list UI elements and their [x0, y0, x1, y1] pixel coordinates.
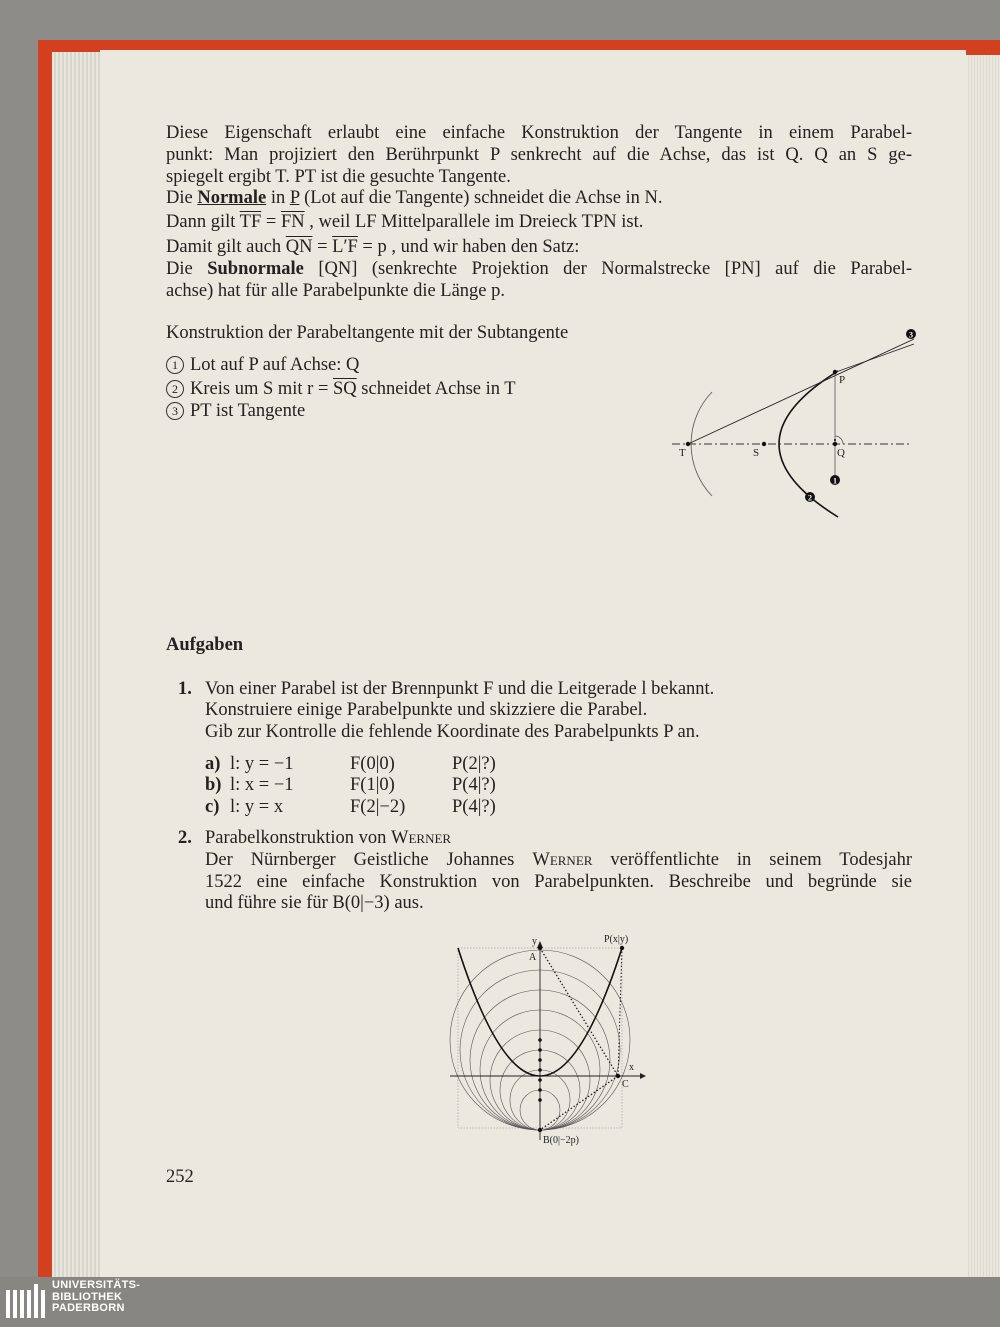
task-1-line-2: Konstruiere einige Parabelpunkte und skizziere die Parabel.	[205, 700, 648, 720]
task-1b-point: P(4|?)	[452, 775, 496, 795]
construction-step-2: 2 Kreis um S mit $r = \overline{SQ}$ schneidet Achse in T	[166, 378, 516, 400]
label-x: x	[629, 1062, 634, 1073]
point-B	[538, 1128, 542, 1132]
task-1-line-3: Gib zur Kontrolle die fehlende Koordinate des Parabelpunkts P an.	[205, 722, 700, 742]
tangent-construction-figure	[660, 320, 930, 520]
tasks-heading: Aufgaben	[166, 635, 244, 655]
normale-term: Normale	[197, 188, 267, 208]
point-P	[833, 370, 837, 374]
page-edges-right	[966, 55, 1000, 1277]
point-T	[686, 442, 690, 446]
subnormale-line-2: achse) hat für alle Parabelpunkte die Länge p.	[166, 281, 506, 301]
werner-construction-figure	[440, 928, 660, 1160]
svg-text:3: 3	[909, 330, 913, 340]
page-number: 252	[166, 1167, 194, 1187]
task-2-title: Parabelkonstruktion von Werner	[205, 828, 452, 848]
label-T: T	[679, 447, 686, 459]
library-name: UNIVERSITÄTS- BIBLIOTHEK PADERBORN	[52, 1279, 141, 1314]
task-1b-focus: F(1|0)	[350, 775, 395, 795]
step-3-number-icon: 3	[166, 402, 184, 420]
intro-line-2: punkt: Man projiziert den Berührpunkt P senkrecht auf die Achse, das ist Q. Q an S ge-	[166, 145, 912, 165]
label-y: y	[532, 936, 537, 947]
task-1c-label: c)	[205, 797, 220, 817]
dotted-line-C-B	[540, 1076, 618, 1130]
task-1c-focus: F(2|−2)	[350, 797, 406, 817]
label-Q: Q	[837, 447, 845, 459]
footer-bar	[0, 1277, 1000, 1327]
task-1c-line: l: y = x	[230, 797, 284, 817]
normale-sentence: Die Normale in P (Lot auf die Tangente) schneidet die Achse in N.	[166, 188, 663, 208]
label-C: C	[622, 1079, 629, 1090]
svg-text:2: 2	[808, 493, 812, 503]
construction-step-3: 3 PT ist Tangente	[166, 400, 305, 422]
subnormale-sentence: Die Subnormale [QN] (senkrechte Projektion der Normalstrecke [PN] auf die Parabel-	[166, 259, 912, 279]
task-1a-label: a)	[205, 754, 221, 774]
task-1b-label: b)	[205, 775, 222, 795]
task-1a-line: l: y = −1	[230, 754, 294, 774]
library-logo-icon	[6, 1284, 46, 1324]
point-Q	[833, 442, 837, 446]
construction-title: Konstruktion der Parabeltangente mit der Subtangente	[166, 323, 569, 343]
task-2-line-3: und führe sie für B(0|−3) aus.	[205, 893, 424, 913]
task-2-line-2: 1522 eine einfache Konstruktion von Parabelpunkten. Beschreibe und begründe sie	[205, 872, 912, 892]
task-2-line-1: Der Nürnberger Geistliche Johannes Werner veröffentlichte in seinem Todesjahr	[205, 850, 912, 870]
label-P: P(x|y)	[604, 934, 629, 945]
task-1c-point: P(4|?)	[452, 797, 496, 817]
subnormale-term: Subnormale	[207, 259, 304, 279]
task-1-number: 1.	[178, 679, 192, 699]
task-1a-point: P(2|?)	[452, 754, 496, 774]
step-1-number-icon: 1	[166, 356, 184, 374]
task-1a-focus: F(0|0)	[350, 754, 395, 774]
tangent-line-extra	[836, 344, 914, 372]
dann-sentence: Dann gilt $\overline{TF} = \overline{FN}$ , weil LF Mittelparallele im Dreieck TPN ist.	[166, 212, 644, 232]
label-A: A	[529, 952, 537, 963]
task-2-number: 2.	[178, 828, 192, 848]
label-P: P	[839, 374, 846, 386]
intro-line-3: spiegelt ergibt T. PT ist die gesuchte Tangente.	[166, 167, 511, 187]
point-S	[762, 442, 766, 446]
dotted-line-A-C	[540, 948, 618, 1076]
point-C	[616, 1074, 620, 1078]
page-edges-left	[52, 52, 104, 1277]
task-1b-line: l: x = −1	[230, 775, 294, 795]
point-P	[620, 946, 624, 950]
tangent-line	[688, 339, 914, 444]
label-S: S	[753, 447, 760, 459]
label-B: B(0|−2p)	[543, 1135, 579, 1146]
damit-sentence: Damit gilt auch $\overline{QN} = L'F = p$ , und wir haben den Satz:	[166, 237, 580, 257]
step-2-number-icon: 2	[166, 380, 184, 398]
intro-line-1: Diese Eigenschaft erlaubt eine einfache Konstruktion der Tangente in einem Parabel-	[166, 123, 912, 143]
construction-step-1: 1 Lot auf P auf Achse: Q	[166, 354, 359, 376]
svg-text:1: 1	[833, 476, 837, 486]
point-A	[538, 946, 542, 950]
task-1-line-1: Von einer Parabel ist der Brennpunkt F und die Leitgerade l bekannt.	[205, 679, 715, 699]
